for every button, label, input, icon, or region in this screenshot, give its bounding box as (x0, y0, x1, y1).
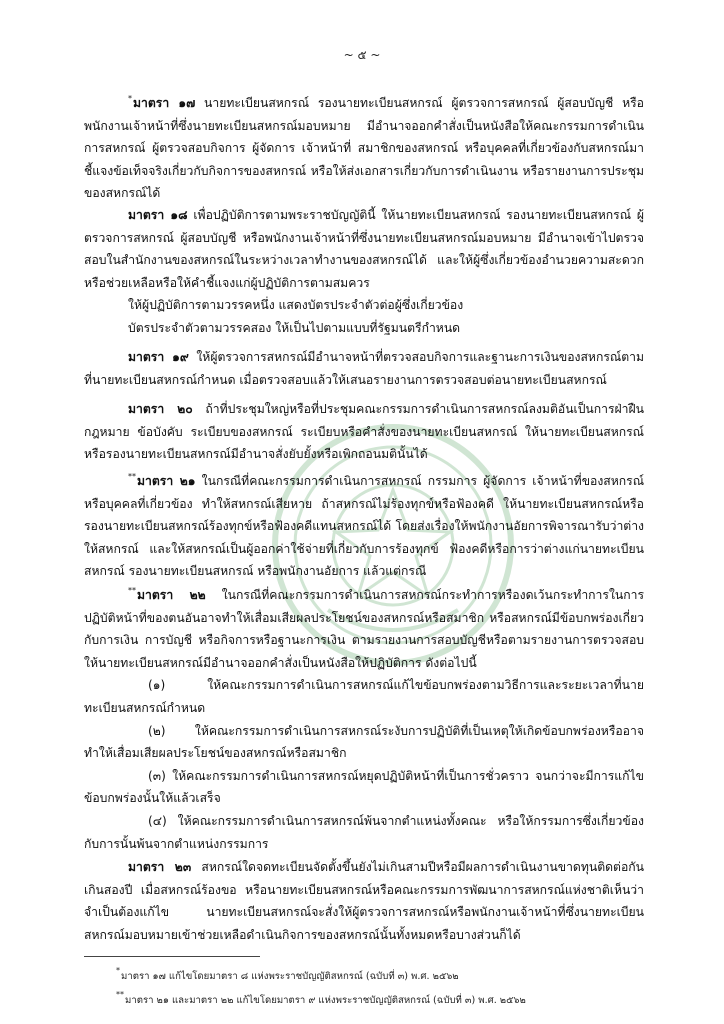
section-heading: มาตรา ๒๐ (128, 402, 193, 416)
section-22-item-2: (๒) ให้คณะกรรมการดำเนินการสหกรณ์ระงับการปฏิบัติที่เป็นเหตุให้เกิดข้อบกพร่องหรืออาจทำให้เสื่อมเสียผลประโยชน์ของสหกรณ์หรือสมาชิก (84, 723, 644, 761)
section-19-paragraph (84, 346, 644, 391)
footnotes (116, 962, 636, 1010)
section-21-paragraph (84, 466, 644, 583)
section-18-paragraph (84, 204, 644, 294)
section-17-paragraph (84, 88, 644, 205)
section-heading: มาตรา ๒๓ (128, 860, 192, 874)
section-22-item-4: (๔) ให้คณะกรรมการดำเนินการสหกรณ์พ้นจากตำแหน่งทั้งคณะ หรือให้กรรมการซึ่งเกี่ยวข้องกับการนั้นพ้นจากตำแหน่งกรรมการ (84, 813, 644, 851)
footnote-1-text: มาตรา ๑๗ แก้ไขโดยมาตรา ๘ แห่งพระราชบัญญัติสหกรณ์ (ฉบับที่ ๓) พ.ศ. ๒๕๖๒ (121, 971, 459, 982)
section-23-paragraph (84, 856, 644, 946)
section-heading: มาตรา ๑๗ (133, 96, 196, 110)
section-19 (84, 346, 644, 391)
footnote-marker: * (128, 94, 132, 103)
section-heading: มาตรา ๑๙ (128, 350, 189, 364)
section-heading: มาตรา ๒๑ (137, 474, 196, 488)
section-18 (84, 204, 644, 340)
section-22-item-3: (๓) ให้คณะกรรมการดำเนินการสหกรณ์หยุดปฏิบัติหน้าที่เป็นการชั่วคราว จนกว่าจะมีการแก้ไขข้อบกพร่องนั้นให้แล้วเสร็จ (84, 768, 644, 806)
section-text: ในกรณีที่คณะกรรมการดำเนินการสหกรณ์กระทำการหรืองดเว้นกระทำการในการปฏิบัติหน้าที่ของตนอันอาจทำให้เสื่อมเสียผลประโยชน์ของสหกรณ์หรือสมาชิก หรือสหกรณ์มีข้อบกพร่องเกี่ยวกับการเงิน การบัญชี หรือกิจการหรือฐานะการเงิน ตามรายงานการสอบบัญชีหรือตามรายงานการตรวจสอบ ให้นายทะเบียนสหกรณ์มีอำนาจออกคำสั่งเป็นหนังสือให้ปฏิบัติการ ดังต่อไปนี้ (84, 588, 644, 670)
page-number: ~ ๕ ~ (343, 48, 381, 62)
section-17 (84, 88, 644, 205)
footnote-divider (84, 956, 260, 957)
section-21 (84, 466, 644, 583)
section-heading: มาตรา ๒๒ (137, 588, 206, 602)
section-18-clause-2: ให้ผู้ปฏิบัติการตามวรรคหนึ่ง แสดงบัตรประจำตัวต่อผู้ซึ่งเกี่ยวข้อง (128, 298, 464, 313)
footnote-1 (116, 962, 636, 986)
section-text: นายทะเบียนสหกรณ์ รองนายทะเบียนสหกรณ์ ผู้ตรวจการสหกรณ์ ผู้สอบบัญชี หรือพนักงานเจ้าหน้าที่ซึ่งนายทะเบียนสหกรณ์มอบหมาย มีอำนาจออกคำสั่งเป็นหนังสือให้คณะกรรมการดำเนินการสหกรณ์ ผู้ตรวจสอบกิจการ ผู้จัดการ เจ้าหน้าที่ สมาชิกของสหกรณ์ หรือบุคคลที่เกี่ยวข้องกับสหกรณ์มาชี้แจงข้อเท็จจริงเกี่ยวกับกิจการของสหกรณ์ หรือให้ส่งเอกสารเกี่ยวกับการดำเนินงาน หรือรายงานการประชุมของสหกรณ์ได้ (84, 96, 644, 201)
section-20-paragraph (84, 398, 644, 466)
section-text: สหกรณ์ใดจดทะเบียนจัดตั้งขึ้นยังไม่เกินสามปีหรือมีผลการดำเนินงานขาดทุนติดต่อกันเกินสองปี เมื่อสหกรณ์ร้องขอ หรือนายทะเบียนสหกรณ์หรือคณะกรรมการพัฒนาการสหกรณ์แห่งชาติเห็นว่าจำเป็นต้องแก้ไข นายทะเบียนสหกรณ์จะสั่งให้ผู้ตรวจการสหกรณ์หรือพนักงานเจ้าหน้าที่ซึ่งนายทะเบียนสหกรณ์มอบหมายเข้าช่วยเหลือดำเนินกิจการของสหกรณ์นั้นทั้งหมดหรือบางส่วนก็ได้ (84, 860, 644, 942)
section-text: เพื่อปฏิบัติการตามพระราชบัญญัตินี้ ให้นายทะเบียนสหกรณ์ รองนายทะเบียนสหกรณ์ ผู้ตรวจการสหกรณ์ ผู้สอบบัญชี หรือพนักงานเจ้าหน้าที่ซึ่งนายทะเบียนสหกรณ์มอบหมาย มีอำนาจเข้าไปตรวจสอบในสำนักงานของสหกรณ์ในระหว่างเวลาทำงานของสหกรณ์ได้ และให้ผู้ซึ่งเกี่ยวข้องอำนวยความสะดวกหรือช่วยเหลือหรือให้คำชี้แจงแก่ผู้ปฏิบัติการตามสมควร (84, 208, 644, 290)
footnote-2-marker: ** (116, 990, 124, 999)
section-23 (84, 856, 644, 946)
section-text: ถ้าที่ประชุมใหญ่หรือที่ประชุมคณะกรรมการดำเนินการสหกรณ์ลงมติอันเป็นการฝ่าฝืนกฎหมาย ข้อบังคับ ระเบียบของสหกรณ์ ระเบียบหรือคำสั่งของนายทะเบียนสหกรณ์ ให้นายทะเบียนสหกรณ์หรือรองนายทะเบียนสหกรณ์มีอำนาจสั่งยับยั้งหรือเพิกถอนมตินั้นได้ (84, 402, 644, 462)
footnote-2-text: มาตรา ๒๑ และมาตรา ๒๒ แก้ไขโดยมาตรา ๙ แห่งพระราชบัญญัติสหกรณ์ (ฉบับที่ ๓) พ.ศ. ๒๕๖๒ (125, 995, 526, 1006)
section-text: ให้ผู้ตรวจการสหกรณ์มีอำนาจหน้าที่ตรวจสอบกิจการและฐานะการเงินของสหกรณ์ตามที่นายทะเบียนสหกรณ์กำหนด เมื่อตรวจสอบแล้วให้เสนอรายงานการตรวจสอบต่อนายทะเบียนสหกรณ์ (84, 350, 644, 387)
section-22 (84, 580, 644, 855)
section-20 (84, 398, 644, 466)
section-heading: มาตรา ๑๘ (128, 208, 188, 222)
section-text: ในกรณีที่คณะกรรมการดำเนินการสหกรณ์ กรรมการ ผู้จัดการ เจ้าหน้าที่ของสหกรณ์ หรือบุคคลที่เกี่ยวข้อง ทำให้สหกรณ์เสียหาย ถ้าสหกรณ์ไม่ร้องทุกข์หรือฟ้องคดี ให้นายทะเบียนสหกรณ์หรือรองนายทะเบียนสหกรณ์ร้องทุกข์หรือฟ้องคดีแทนสหกรณ์ได้ โดยส่งเรื่องให้พนักงานอัยการพิจารณารับว่าต่างให้สหกรณ์ และให้สหกรณ์เป็นผู้ออกค่าใช้จ่ายที่เกี่ยวกับการร้องทุกข์ ฟ้องคดีหรือการว่าต่างแก่นายทะเบียนสหกรณ์ รองนายทะเบียนสหกรณ์ หรือพนักงานอัยการ แล้วแต่กรณี (84, 474, 644, 579)
footnote-marker: ** (128, 472, 136, 481)
section-22-paragraph (84, 580, 644, 674)
section-22-item-1: (๑) ให้คณะกรรมการดำเนินการสหกรณ์แก้ไขข้อบกพร่องตามวิธีการและระยะเวลาที่นายทะเบียนสหกรณ์กำหนด (84, 678, 644, 715)
footnote-2 (116, 986, 636, 1010)
footnote-1-marker: * (116, 966, 120, 975)
section-18-clause-3: บัตรประจำตัวตามวรรคสอง ให้เป็นไปตามแบบที่รัฐมนตรีกำหนด (128, 320, 461, 335)
footnote-marker: ** (128, 586, 136, 595)
